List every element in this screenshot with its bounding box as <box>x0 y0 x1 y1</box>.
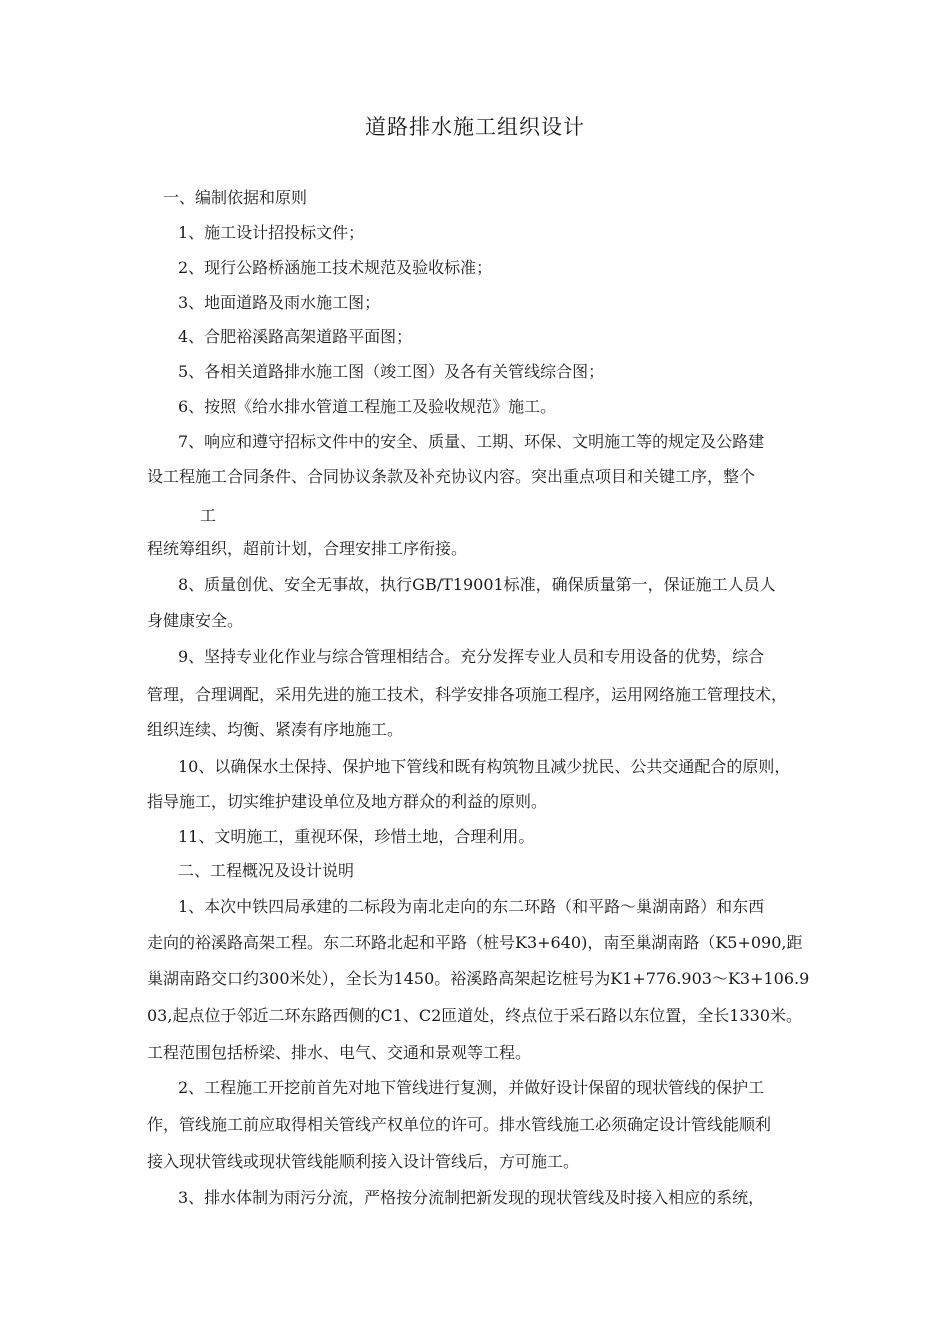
paragraph-line: 组织连续、均衡、紧凑有序地施工。 <box>147 720 404 739</box>
paragraph-line: 管理，合理调配，采用先进的施工技术，科学安排各项施工程序，运用网络施工管理技术， <box>147 685 788 704</box>
paragraph-line: 8、质量创优、安全无事故，执行GB/T19001标准，确保质量第一，保证施工人员人 <box>178 575 776 594</box>
section-heading-2: 二、工程概况及设计说明 <box>178 861 355 880</box>
paragraph-line: 工 <box>200 506 217 525</box>
paragraph-line: 接入现状管线或现状管线能顺利接入设计管线后，方可施工。 <box>147 1152 580 1171</box>
paragraph-line: 5、各相关道路排水施工图（竣工图）及各有关管线综合图； <box>178 362 605 381</box>
section-heading-1: 一、编制依据和原则 <box>163 188 308 207</box>
paragraph-line: 2、现行公路桥涵施工技术规范及验收标准； <box>178 258 493 277</box>
paragraph-line: 指导施工，切实维护建设单位及地方群众的利益的原则。 <box>147 792 548 811</box>
paragraph-line: 6、按照《给水排水管道工程施工及验收规范》施工。 <box>178 397 557 416</box>
paragraph-line: 4、合肥裕溪路高架道路平面图； <box>178 327 413 346</box>
paragraph-line: 03,起点位于邻近二环东路西侧的C1、C2匝道处，终点位于采石路以东位置，全长1330米。 <box>147 1006 803 1025</box>
paragraph-line: 程统筹组织，超前计划，合理安排工序衔接。 <box>147 539 468 558</box>
paragraph-line: 7、响应和遵守招标文件中的安全、质量、工期、环保、文明施工等的规定及公路建 <box>178 432 765 451</box>
paragraph-line: 巢湖南路交口约300米处），全长为1450。裕溪路高架起讫桩号为K1+776.903～K3+106.9 <box>147 969 810 988</box>
paragraph-line: 设工程施工合同条件、合同协议条款及补充协议内容。突出重点项目和关键工序，整个 <box>147 467 756 486</box>
paragraph-line: 3、地面道路及雨水施工图； <box>178 293 381 312</box>
paragraph-line: 11、文明施工，重视环保，珍惜土地，合理利用。 <box>178 827 535 846</box>
paragraph-line: 走向的裕溪路高架工程。东二环路北起和平路（桩号K3+640)，南至巢湖南路（K5+090,距 <box>147 933 803 952</box>
paragraph-line: 10、以确保水土保持、保护地下管线和既有构筑物且减少扰民、公共交通配合的原则， <box>178 757 791 776</box>
paragraph-line: 1、施工设计招投标文件； <box>178 223 365 242</box>
paragraph-line: 1、本次中铁四局承建的二标段为南北走向的东二环路（和平路～巢湖南路）和东西 <box>178 897 765 916</box>
paragraph-line: 3、排水体制为雨污分流，严格按分流制把新发现的现状管线及时接入相应的系统， <box>178 1188 765 1207</box>
document-title: 道路排水施工组织设计 <box>365 115 585 139</box>
paragraph-line: 身健康安全。 <box>147 611 244 630</box>
paragraph-line: 作，管线施工前应取得相关管线产权单位的许可。排水管线施工必须确定设计管线能顺利 <box>147 1115 772 1134</box>
paragraph-line: 2、工程施工开挖前首先对地下管线进行复测，并做好设计保留的现状管线的保护工 <box>178 1078 765 1097</box>
paragraph-line: 工程范围包括桥梁、排水、电气、交通和景观等工程。 <box>147 1043 532 1062</box>
paragraph-line: 9、坚持专业化作业与综合管理相结合。充分发挥专业人员和专用设备的优势，综合 <box>178 647 765 666</box>
